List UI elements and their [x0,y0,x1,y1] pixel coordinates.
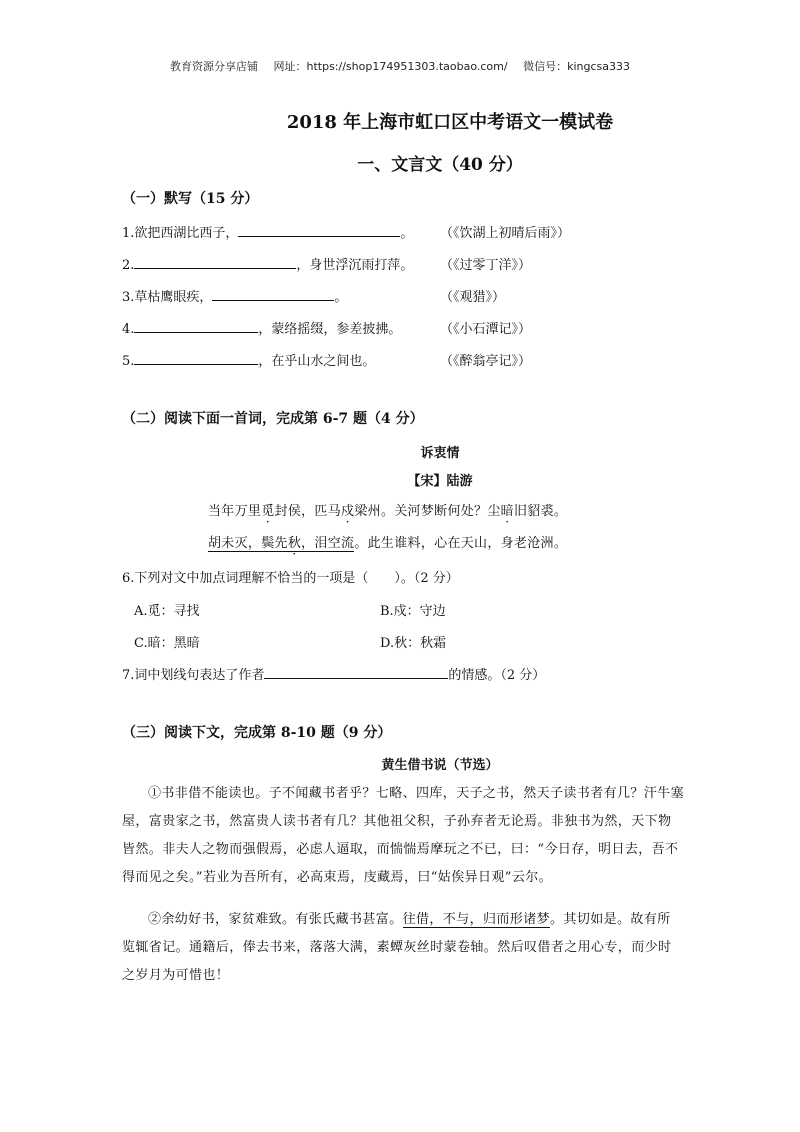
dotted-word-an: 暗 [500,504,514,519]
underlined-phrase: ，泪空流 [301,536,355,551]
q7-before: 7.词中划线句表达了作者 [122,668,265,683]
q1-blank [238,222,400,237]
paragraph-1: ①书非借不能读也。子不闻藏书者乎？七略、四库，天子之书，然天子读书者有几？汗牛塞屋，富贵家之书，然富贵人读书者有几？其他祖父积，子孙弃者无论焉。非独书为然，天下物皆然。非夫人之物而强假焉，必虑人逼取，而惴惴焉摩玩之不已，曰：“今日存，明日去，吾不得而见之矣。”若业为吾所有，必高束焉，庋藏焉，曰“姑俟异日观”云尔。 [122,786,685,885]
option-d: D.秋：秋霜 [380,636,447,651]
q5-blank [134,350,258,365]
q4-blank [134,318,258,333]
q3-blank [212,286,334,301]
para2-text-rest: 。其切如是。故有所览辄省记。通籍后，俸去书来，落落大满，素蟫灰丝时蒙卷轴。然后叹借者之用心专，而少时之岁月为可惜也！ [122,912,672,983]
q3-before: 草枯鹰眼疾， [134,290,213,305]
paragraph-2 [122,906,684,990]
underlined-phrase: 胡未灭，鬓先 [208,536,288,551]
poem-text: 旧貂裘。 [513,504,568,519]
q5-source: （《醉翁亭记》） [440,354,532,369]
option-c: C.暗：黑暗 [134,636,200,651]
question-2 [122,254,413,273]
header-wechat: 微信号：kingcsa333 [523,60,630,73]
poem-line-2 [208,532,567,551]
dotted-word-shu: 戍 [341,504,355,519]
page-header [0,58,800,74]
q3-source: （《观猎》） [440,290,506,305]
poem-author: 【宋】陆游 [407,474,473,489]
q1-after: 。 [400,226,414,241]
para2-text: ②余幼好书，家贫难致。有张氏藏书甚富。 [148,912,403,927]
article-title: 黄生借书说（节选） [381,758,499,773]
q2-num: 2. [122,258,135,273]
para2-underlined: 往借，不与，归而形诸梦 [402,912,551,927]
q5-after: ，在乎山水之间也。 [258,354,376,369]
poem-text: 当年万里 [208,504,262,519]
q4-after: ，蒙络摇缀，参差披拂。 [258,322,402,337]
q2-after: ，身世浮沉雨打萍。 [296,258,414,273]
section1-heading: （一）默写（15 分） [122,191,259,207]
section3-heading: （三）阅读下文，完成第 8-10 题（9 分） [122,725,392,741]
option-a: A.觅：寻找 [134,604,200,619]
q5-num: 5. [122,354,135,369]
dotted-word-mi: 觅 [261,504,275,519]
poem-text: 封侯，匹马 [274,504,342,519]
poem-text: 。此生谁料，心在天山，身老沧洲。 [354,536,568,551]
q2-blank [134,254,296,269]
question-3 [122,286,347,305]
q7-after: 的情感。（2 分） [448,668,546,683]
q1-num: 1. [122,226,135,241]
dotted-word-qiu: 秋 [287,536,302,551]
poem-title: 诉衷情 [420,446,460,461]
q3-after: 。 [334,290,348,305]
header-shop: 教育资源分享店铺 [170,60,258,73]
q3-num: 3. [122,290,135,305]
q1-before: 欲把西湖比西子， [134,226,239,241]
question-1 [122,222,413,241]
question-7 [122,664,545,683]
q4-source: （《小石潭记》） [440,322,532,337]
exam-title: 2018 年上海市虹口区中考语文一模试卷 [286,112,614,133]
question-6: 6.下列对文中加点词理解不恰当的一项是（ ）。（2 分） [122,571,459,586]
q7-blank [264,664,448,679]
q2-source: （《过零丁洋》） [440,258,532,273]
header-url: 网址：https://shop174951303.taobao.com/ [273,60,508,73]
question-5 [122,350,375,369]
question-4 [122,318,401,337]
q4-num: 4. [122,322,135,337]
part-heading: 一、文言文（40 分） [357,155,523,175]
section2-heading: （二）阅读下面一首词，完成第 6-7 题（4 分） [122,411,424,427]
poem-line-1 [208,500,567,519]
poem-text: 梁州。关河梦断何处？尘 [354,504,501,519]
option-b: B.戍：守边 [380,604,446,619]
q1-source: （《饮湖上初晴后雨》） [440,226,571,241]
